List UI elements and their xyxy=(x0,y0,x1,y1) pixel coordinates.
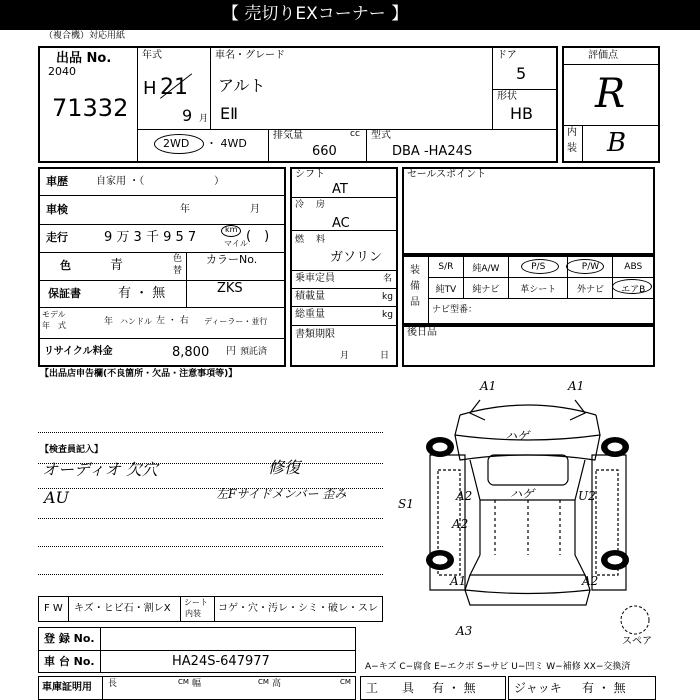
fuel-value: ガソリン xyxy=(330,250,383,265)
aircon-label-2: 房 xyxy=(316,200,326,210)
car-label: 車名・グレード xyxy=(215,50,285,61)
lot-sub: 2040 xyxy=(48,65,76,78)
header-title: 【 売切りEXコーナー 】 xyxy=(222,4,409,24)
mileage-km: km xyxy=(225,225,238,234)
color-change-1: 色 xyxy=(173,254,183,264)
year-label: 年式 xyxy=(142,50,162,61)
equipment-side-1: 装 xyxy=(410,265,420,276)
equip-navi: 純ナビ xyxy=(463,278,508,299)
equip-sr: S/R xyxy=(429,257,464,278)
aircon-label-1: 冷 xyxy=(295,200,305,210)
damage-a2-left-2: A2 xyxy=(452,517,469,531)
inspector-label: 【検査員記入】 xyxy=(40,445,104,455)
lot-label: 出品 No. xyxy=(56,51,112,66)
capacity-label: 乗車定員 xyxy=(295,273,335,284)
year-value: 21 xyxy=(160,75,188,100)
inspection-label: 車検 xyxy=(46,203,68,216)
expiry-day: 日 xyxy=(380,351,390,361)
cert-long: 長 xyxy=(108,679,118,689)
equip-aw: 純A/W xyxy=(463,257,508,278)
equip-pw: P/W xyxy=(568,257,613,278)
model-year-label-2: 年 式 xyxy=(42,321,66,330)
damage-u2: U2 xyxy=(578,489,596,503)
damage-s1: S1 xyxy=(398,497,414,511)
model-value: DBA -HA24S xyxy=(392,144,473,159)
damage-a1-bottom-left: A1 xyxy=(450,574,467,588)
spare-label: スペア xyxy=(622,636,652,647)
shape-value: HB xyxy=(510,104,534,123)
cert-cm-1: CM xyxy=(178,678,189,686)
drive-4wd: ・ 4WD xyxy=(206,137,247,150)
after-items-box xyxy=(402,325,655,367)
displacement-label: 排気量 xyxy=(273,130,303,141)
model-year-lr: 左 ・ 右 xyxy=(156,316,189,326)
weight-unit: kg xyxy=(382,310,393,320)
airbag-circle xyxy=(612,279,652,294)
color-value: 青 xyxy=(110,258,124,273)
interior-value: B xyxy=(607,128,627,158)
grade-label: 評価点 xyxy=(588,50,618,61)
color-change-2: 替 xyxy=(173,266,183,276)
model-year-year: 年 xyxy=(104,317,114,327)
equip-abs: ABS xyxy=(613,257,654,278)
warranty-value: 有 ・ 無 xyxy=(118,286,166,301)
equip-leather: 革シート xyxy=(508,278,568,299)
weight-label: 総重量 xyxy=(295,309,325,320)
expiry-month: 月 xyxy=(340,351,350,361)
damage-a2-left: A2 xyxy=(456,489,473,503)
model-label: 型式 xyxy=(371,130,391,141)
year-era: H xyxy=(143,78,157,99)
equip-airbag: エアB xyxy=(613,278,654,299)
shift-label: シフト xyxy=(295,169,325,180)
declaration-label: 【出品店申告欄(不良箇所・欠品・注意事項等)】 xyxy=(40,369,238,379)
month-unit: 月 xyxy=(199,114,209,124)
car-damage-diagram xyxy=(400,375,660,640)
equipment-side-2: 備 xyxy=(410,281,420,292)
grade-value: R xyxy=(595,71,626,117)
inspector-note-2: 修復 xyxy=(268,458,301,477)
load-unit: kg xyxy=(382,292,393,302)
interior-label-2: 装 xyxy=(567,143,577,154)
tools-label: 工 具 xyxy=(366,681,415,695)
lot-number: 71332 xyxy=(52,94,129,122)
car-name: アルト xyxy=(218,76,266,95)
after-items-label: 後日品 xyxy=(407,327,437,338)
spare-tire-circle xyxy=(621,606,649,634)
color-label: 色 xyxy=(60,259,71,272)
load-label: 積載量 xyxy=(295,291,325,302)
history-label: 車歴 xyxy=(46,175,68,188)
sales-point-label: セールスポイント xyxy=(407,169,487,180)
jack-value: 有 ・ 無 xyxy=(582,681,626,695)
car-grade: EⅡ xyxy=(220,104,238,123)
mileage-label: 走行 xyxy=(46,231,68,244)
damage-a3: A3 xyxy=(456,624,473,638)
mileage-paren: ( ) xyxy=(246,229,270,244)
details-left xyxy=(38,167,286,367)
fw-seat-label-2: 内装 xyxy=(185,609,201,618)
damage-hagu-mid: ハゲ xyxy=(510,487,535,501)
expiry-label: 書類期限 xyxy=(295,329,335,340)
cert-cm-2: CM xyxy=(258,678,269,686)
model-year-handle: ハンドル xyxy=(120,317,152,326)
navi-model: ナビ型番： xyxy=(432,305,478,315)
chassis-label: 車 台 No. xyxy=(44,655,95,668)
damage-a1-right: A1 xyxy=(568,379,585,393)
damage-a2-bottom-right: A2 xyxy=(582,574,599,588)
inspector-note-1: オーディオ 欠穴 xyxy=(42,460,158,479)
doors-value: 5 xyxy=(516,64,527,83)
fuel-label-1: 燃 xyxy=(295,235,305,245)
interior-label-1: 内 xyxy=(567,127,577,138)
tools-value: 有 ・ 無 xyxy=(432,681,476,695)
warranty-label: 保証書 xyxy=(48,287,81,300)
ps-circle xyxy=(521,259,559,274)
equip-ext-navi: 外ナビ xyxy=(568,278,613,299)
cert-label: 車庫証明用 xyxy=(42,682,92,693)
inspector-note-4: 左Fサイドメンバー 歪み xyxy=(216,487,347,501)
mileage-value: 9 万 3 千 9 5 7 xyxy=(104,230,197,245)
fuel-label-2: 料 xyxy=(316,235,326,245)
drive-2wd: 2WD xyxy=(163,137,190,150)
capacity-unit: 名 xyxy=(383,274,393,284)
recycle-value: 8,800 xyxy=(172,345,210,360)
equip-tv: 純TV xyxy=(429,278,464,299)
fw-seat-label-1: シート xyxy=(184,598,208,607)
displacement-unit: cc xyxy=(350,129,360,139)
chassis-value: HA24S-647977 xyxy=(172,654,270,669)
fw-label: F W xyxy=(44,603,63,614)
inspection-month: 月 xyxy=(250,204,260,215)
sales-point-box xyxy=(402,167,655,255)
color-no-value: ZKS xyxy=(217,281,243,296)
registration-label: 登 録 No. xyxy=(44,632,95,645)
model-year-label-1: モデル xyxy=(42,310,66,319)
cert-cm-3: CM xyxy=(340,678,351,686)
recycle-note: 預託済 xyxy=(240,347,268,357)
recycle-label: リサイクル料金 xyxy=(44,346,113,357)
top-note: （複合機）対応用紙 xyxy=(44,31,126,41)
model-year-dealer: ディーラー・並行 xyxy=(204,317,268,326)
aircon-value: AC xyxy=(332,216,350,231)
color-no-label: カラーNo. xyxy=(206,253,258,266)
history-value: 自家用 ・（ ） xyxy=(96,176,225,187)
cert-width: 幅 xyxy=(192,679,202,689)
cert-height: 高 xyxy=(272,679,282,689)
pw-circle xyxy=(566,259,604,274)
jack-label: ジャッキ xyxy=(514,681,562,695)
equipment-side-3: 品 xyxy=(410,297,420,308)
fw-items: キズ・ヒビ石・割レX xyxy=(74,603,171,614)
inspector-note-3: AU xyxy=(44,488,70,507)
recycle-unit: 円 xyxy=(226,346,236,357)
mileage-mile: マイル xyxy=(224,239,248,248)
damage-hagu-top: ハゲ xyxy=(505,429,530,443)
shift-value: AT xyxy=(332,182,348,197)
equip-ps: P/S xyxy=(508,257,568,278)
fw-seat-items: コゲ・穴・汚レ・シミ・破レ・スレ xyxy=(218,603,378,614)
shape-label: 形状 xyxy=(497,91,517,102)
inspection-year: 年 xyxy=(180,204,190,215)
damage-legend: A−キズ C−腐食 E−エクボ S−サビ U−凹ミ W−補修 XX−交換済 xyxy=(365,662,631,672)
damage-a1-left: A1 xyxy=(480,379,497,393)
doors-label: ドア xyxy=(497,50,517,61)
displacement-value: 660 xyxy=(312,144,337,159)
year-month: 9 xyxy=(182,106,193,125)
